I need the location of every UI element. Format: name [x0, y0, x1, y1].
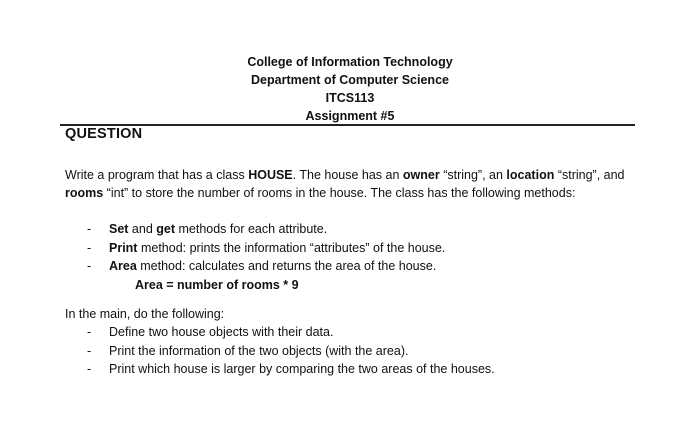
area-formula: Area = number of rooms * 9: [135, 277, 299, 292]
method-keyword-set: Set: [109, 222, 129, 236]
assignment-number: Assignment #5: [305, 109, 395, 123]
bullet-dash: -: [87, 325, 92, 339]
list-item: [65, 323, 645, 342]
question-heading: QUESTION: [65, 126, 143, 142]
course-code: ITCS113: [325, 91, 375, 105]
attribute-rooms: rooms: [65, 186, 104, 200]
bullet-dash: -: [87, 343, 92, 358]
intro-text-1: Write a program that has a class: [65, 168, 249, 182]
main-instructions-intro: In the main, do the following:: [65, 307, 225, 321]
bullet-dash: -: [87, 240, 92, 255]
methods-list: [65, 220, 645, 294]
main-steps-list: [65, 323, 645, 379]
class-name: HOUSE: [248, 168, 293, 182]
intro-text-5: “int” to store the number of rooms in the house. The class has the following methods:: [103, 186, 576, 200]
college-name: College of Information Technology: [247, 55, 453, 69]
bullet-dash: -: [87, 362, 92, 376]
attribute-location: location: [506, 168, 555, 182]
method-text: method: calculates and returns the area of the house.: [136, 259, 437, 273]
method-keyword-print: Print: [109, 240, 138, 255]
department-name: Department of Computer Science: [251, 73, 449, 87]
method-keyword-get: get: [156, 222, 176, 236]
bullet-dash: -: [87, 222, 92, 236]
step-text: Define two house objects with their data.: [109, 325, 334, 339]
question-intro-paragraph: [65, 166, 645, 202]
step-text: Print the information of the two objects (with the area).: [109, 343, 409, 358]
document-header: [0, 53, 700, 125]
method-keyword-area: Area: [109, 259, 137, 273]
method-text: and: [128, 222, 157, 236]
intro-text-4: “string”, and: [554, 168, 625, 182]
list-item: [65, 239, 645, 258]
intro-text-3: “string”, an: [439, 168, 507, 182]
method-text: methods for each attribute.: [175, 222, 328, 236]
intro-text-2: . The house has an: [292, 168, 403, 182]
list-item: [65, 220, 645, 239]
header-divider: [60, 124, 635, 126]
attribute-owner: owner: [402, 168, 440, 182]
bullet-dash: -: [87, 259, 92, 273]
method-text: method: prints the information “attributes” of the house.: [137, 240, 446, 255]
list-item: [65, 360, 645, 379]
list-item: [65, 257, 645, 276]
step-text: Print which house is larger by comparing the two areas of the houses.: [109, 362, 495, 376]
list-item: [65, 342, 645, 361]
